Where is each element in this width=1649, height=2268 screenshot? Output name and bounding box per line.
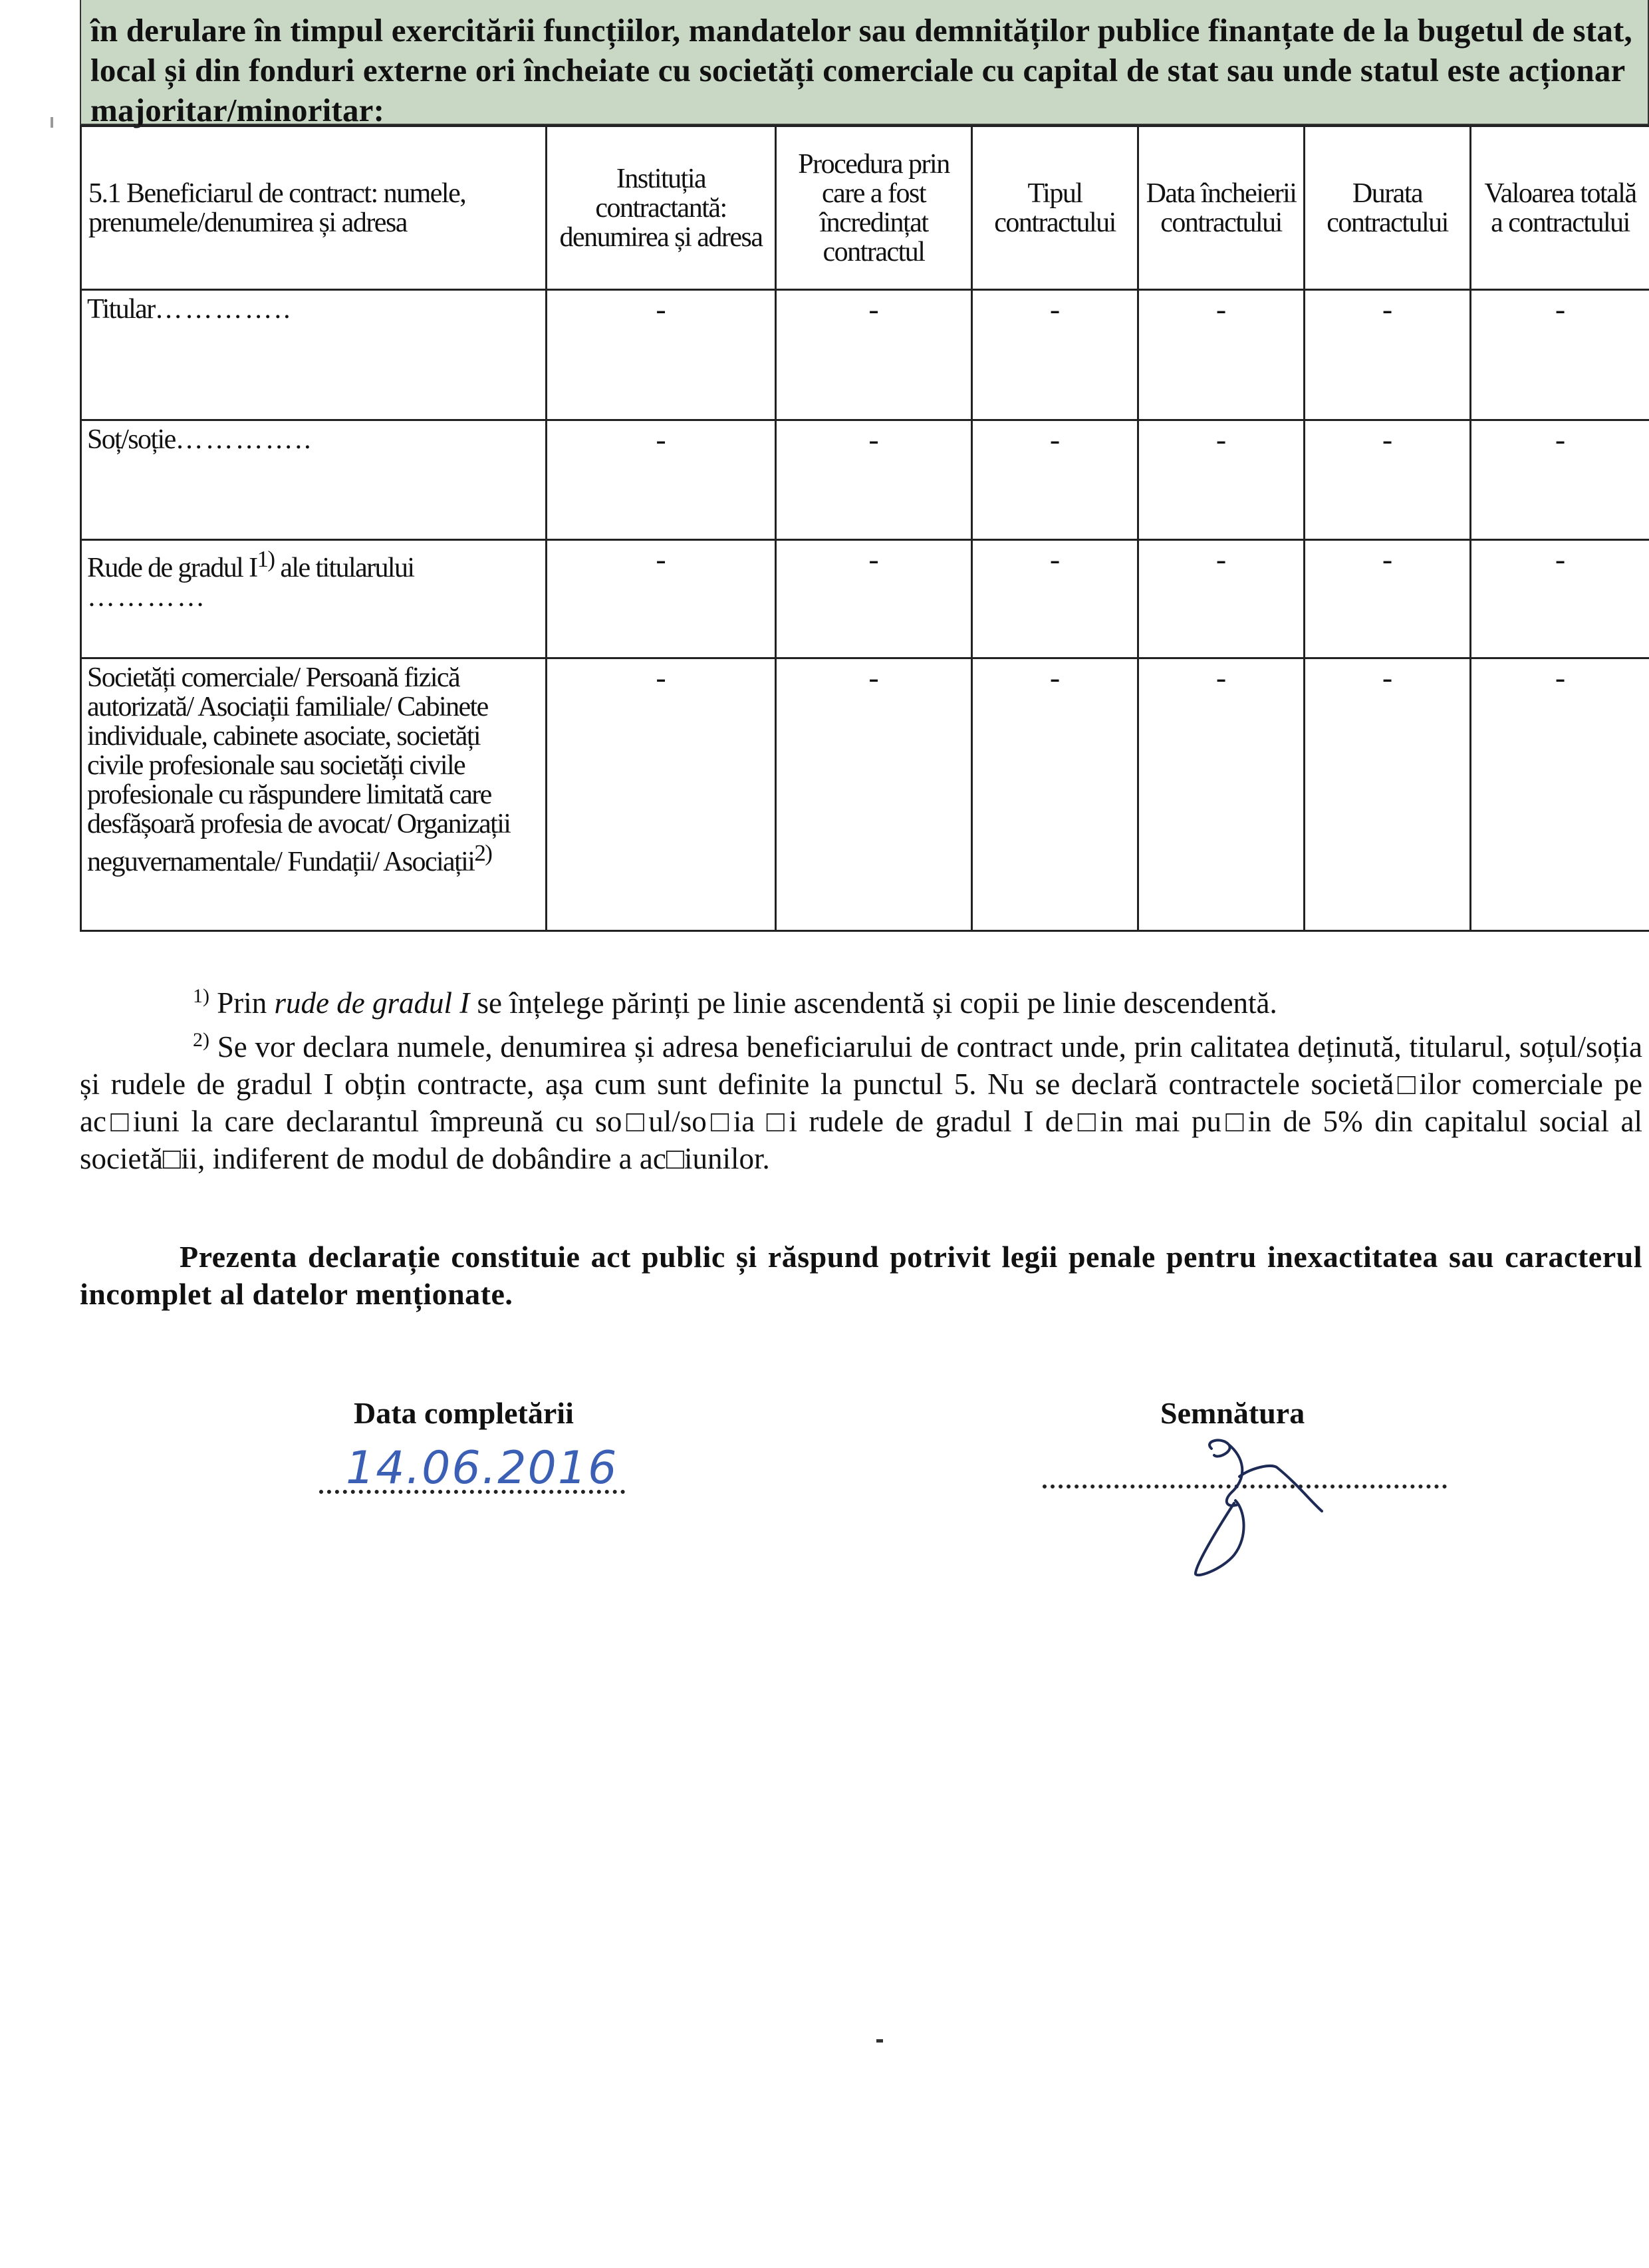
table-row [81, 540, 1649, 658]
table-cell: - [776, 658, 972, 931]
stray-mark [876, 2039, 883, 2043]
table-cell: - [776, 290, 972, 420]
column-header: Data încheierii contractului [1138, 126, 1305, 290]
table-cell: - [1305, 540, 1471, 658]
table-cell: - [1471, 540, 1649, 658]
footnotes [80, 978, 1642, 1177]
row-label: Societăți comerciale/ Persoană fizică autorizată/ Asociații familiale/ Cabinete individuale, cabinete asociate, societăți civile profesionale sau societăți civile profesionale cu răspundere limitată care desfășoară profesia de avocat/ Organizații neguvernamentale/ Fundații/ Asociații$^{2)}$ [81, 658, 547, 931]
table-cell: - [1138, 540, 1305, 658]
section-header [80, 0, 1649, 128]
table-row [81, 290, 1649, 420]
table-row [81, 420, 1649, 540]
column-header: Valoarea totală a contractului [1471, 126, 1649, 290]
table-cell: - [1305, 658, 1471, 931]
table-cell: - [1138, 290, 1305, 420]
date-label: Data completării [354, 1396, 574, 1430]
table-cell: - [1471, 658, 1649, 931]
row-label: Soț/soție………….. [81, 420, 547, 540]
footnote-1: $^{1)}$ Prin rude de gradul I se înțelege părinți pe linie ascendentă și copii pe linie descendentă. [193, 985, 1277, 1020]
column-header: Instituția contractantă: denumirea și adresa [547, 126, 776, 290]
table-cell: - [1305, 290, 1471, 420]
table-cell: - [972, 420, 1138, 540]
margin-mark [51, 117, 53, 128]
table-cell: - [547, 658, 776, 931]
date-dotted-line [319, 1490, 625, 1494]
table-header-row [81, 126, 1649, 290]
table-cell: - [547, 290, 776, 420]
handwritten-signature [1170, 1437, 1323, 1583]
column-header: Procedura prin care a fost încredințat contractul [776, 126, 972, 290]
table-cell: - [972, 290, 1138, 420]
table-cell: - [972, 540, 1138, 658]
column-header: 5.1 Beneficiarul de contract: numele, prenumele/denumirea și adresa [81, 126, 547, 290]
table-cell: - [776, 540, 972, 658]
contracts-table [80, 125, 1649, 932]
table-cell: - [1138, 658, 1305, 931]
table-cell: - [972, 658, 1138, 931]
table-cell: - [1138, 420, 1305, 540]
section-header-text: în derulare în timpul exercitării funcțiilor, mandatelor sau demnităților publice finanțate de la bugetul de stat, local și din fonduri externe ori încheiate cu societăți comerciale cu capital de stat sau unde statul este acționar majoritar/minoritar: [90, 12, 1633, 128]
completion-date: 14.06.2016 [346, 1442, 618, 1494]
legal-statement: Prezenta declarație constituie act public și răspund potrivit legii penale pentru inexactitatea sau caracterul incomplet al datelor menționate. [80, 1240, 1642, 1311]
table-cell: - [547, 420, 776, 540]
signature-label: Semnătura [1160, 1396, 1305, 1430]
table-cell: - [1471, 420, 1649, 540]
table-cell: - [1305, 420, 1471, 540]
column-header: Tipul contractului [972, 126, 1138, 290]
row-label: Titular………….. [81, 290, 547, 420]
row-label: Rude de gradul $I^{1)}$ ale titularului ………… [81, 540, 547, 658]
table-cell: - [1471, 290, 1649, 420]
table-cell: - [776, 420, 972, 540]
table-row [81, 658, 1649, 931]
column-header: Durata contractului [1305, 126, 1471, 290]
table-cell: - [547, 540, 776, 658]
footnote-2: $^{2)}$ Se vor declara numele, denumirea și adresa beneficiarului de contract unde, prin calitatea deținută, titularul, soțul/soția și rudele de gradul I obțin contracte, așa cum sunt definite la punctul 5. Nu se declară contractele societă□ilor comerciale pe ac□iuni la care declarantul împreună cu so□ul/so□ia □i rudele de gradul I de□in mai pu□in de 5% din capitalul social al societă□ii, indiferent de modul de dobândire a ac□iunilor. [80, 1029, 1642, 1175]
